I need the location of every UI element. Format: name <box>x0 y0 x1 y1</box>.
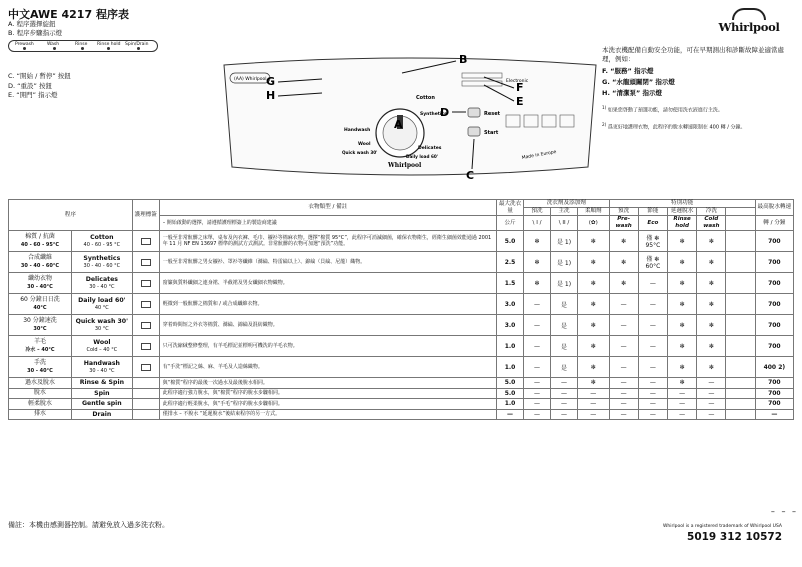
table-row <box>9 336 794 357</box>
legend-left <box>8 20 158 100</box>
eco-option: — <box>638 378 667 389</box>
callout-c: C <box>466 169 475 182</box>
max-load: 5.0 <box>497 231 524 252</box>
panel-label-cotton: Cotton <box>416 95 435 101</box>
prewash-option: — <box>609 294 638 315</box>
prewash-option: — <box>609 336 638 357</box>
cold-wash-option: ✻ <box>697 231 726 252</box>
col-blank <box>726 208 755 216</box>
care-label-icon <box>132 357 159 378</box>
clothes-description: 只可洗縮絨整修整理，有羊毛標記並標明可機洗的羊毛衣物。 <box>159 336 496 357</box>
eco-option: — <box>638 409 667 420</box>
prewash-option: — <box>609 388 638 399</box>
panel-electronic: Electronic <box>506 79 529 84</box>
mainwash-detergent: 是 <box>551 294 578 315</box>
panel-brand: Whirlpool <box>388 162 422 169</box>
program-name-en: Delicates 30 - 40 °C <box>71 273 132 294</box>
clothes-description: 此程序適行輕柔脫水，與“手毛”程序的脫水步驟相同。 <box>159 399 496 410</box>
max-spin: 700 <box>755 231 793 252</box>
care-label-icon <box>132 336 159 357</box>
legend-item-d: D. “重設” 按鈕 <box>8 81 52 90</box>
softener: — <box>578 399 610 410</box>
drawer-2-icon: \ II / <box>551 216 578 231</box>
footnote-2: $^{2)}$ 爲更好地護理衣物，此程序的脫水轉速限制在 400 轉 / 分鐘。 <box>602 122 746 131</box>
prewash-option: — <box>609 399 638 410</box>
program-name-en: Spin <box>71 388 132 399</box>
clothes-description: 此程序適行強力脫水，與“棉質”程序的脫水步驟相同。 <box>159 388 496 399</box>
eco-option: — <box>638 388 667 399</box>
cold-wash-option: ✻ <box>697 252 726 273</box>
callout-e: E <box>516 95 524 108</box>
step-label-rinse-hold: Rinse hold <box>97 42 121 48</box>
table-row <box>9 315 794 336</box>
eco-option: — <box>638 357 667 378</box>
table-row <box>9 388 794 399</box>
clothes-description: 穿着時間短之外衣等棉質、滌綸、錦綸及混紡織物。 <box>159 315 496 336</box>
clothes-description: 輕微到一般骯髒之棉質和 / 或合成纖維衣物。 <box>159 294 496 315</box>
panel-model-label: (AA) Whirlpool <box>234 77 267 82</box>
eco-option: — <box>638 399 667 410</box>
program-name-en: Cotton 40 - 60 - 95 °C <box>71 231 132 252</box>
prewash-option: — <box>609 409 638 420</box>
rinse-hold-option: — <box>667 399 696 410</box>
rinse-hold-option: — <box>667 409 696 420</box>
eco-option: — <box>638 336 667 357</box>
col-pre-en: Pre-wash <box>609 216 638 231</box>
prewash-detergent: ✻ <box>524 252 551 273</box>
rinse-hold-option: ✻ <box>667 252 696 273</box>
softener-icon: (✿) <box>578 216 610 231</box>
table-row <box>9 231 794 252</box>
panel-reset-button <box>468 108 480 117</box>
prewash-detergent: — <box>524 294 551 315</box>
col-detergent: 洗衣劑及添加劑 <box>524 200 609 208</box>
panel-start-button <box>468 127 480 136</box>
blank-cell <box>726 252 755 273</box>
max-spin: 700 <box>755 294 793 315</box>
panel-label-quick: Quick wash 30' <box>342 150 378 155</box>
prewash-detergent: — <box>524 388 551 399</box>
softener: ✻ <box>578 294 610 315</box>
callout-g: G <box>266 75 276 88</box>
cold-wash-option: — <box>697 409 726 420</box>
max-load: 1.5 <box>497 273 524 294</box>
col-clothes: 衣物類型 / 備註 <box>159 200 496 216</box>
mainwash-detergent: 是 <box>551 315 578 336</box>
max-load: 5.0 <box>497 378 524 389</box>
mainwash-detergent: 是 1) <box>551 252 578 273</box>
panel-label-synthetics: Synthetics <box>420 112 447 117</box>
col-max-load: 最大洗衣量 <box>497 200 524 216</box>
softener: ✻ <box>578 273 610 294</box>
prewash-detergent: — <box>524 357 551 378</box>
prewash-option: ✻ <box>609 231 638 252</box>
panel-label-daily: Daily load 60' <box>406 154 439 159</box>
softener: ✻ <box>578 252 610 273</box>
program-name-en: Drain <box>71 409 132 420</box>
care-label-icon <box>132 399 159 410</box>
rinse-hold-option: ✻ <box>667 336 696 357</box>
rinse-hold-option: ✻ <box>667 231 696 252</box>
col-spin-unit: 轉 / 分鐘 <box>755 216 793 231</box>
softener: ✻ <box>578 378 610 389</box>
blank-cell <box>726 336 755 357</box>
program-name-zh: 輕柔脫水 <box>9 399 72 410</box>
legend-item-g: G. “水龍頭關閉” 指示燈 <box>602 77 675 86</box>
col-eco-en: Eco <box>638 216 667 231</box>
blank-cell <box>726 231 755 252</box>
max-load: — <box>497 409 524 420</box>
col-cold: 冷洗 <box>697 208 726 216</box>
softener: ✻ <box>578 231 610 252</box>
panel-made-in: Made in Europe <box>521 149 557 161</box>
eco-option: — <box>638 294 667 315</box>
program-name-en: Gentle spin <box>71 399 132 410</box>
softener: — <box>578 409 610 420</box>
cold-wash-option: — <box>697 399 726 410</box>
cold-wash-option: — <box>697 378 726 389</box>
table-row <box>9 378 794 389</box>
trim-marks: – – – <box>770 507 798 516</box>
col-prewash-det: 預洗 <box>524 208 551 216</box>
max-spin: — <box>755 409 793 420</box>
table-row <box>9 252 794 273</box>
max-load: 1.0 <box>497 336 524 357</box>
callout-b: B <box>459 55 468 66</box>
rinse-hold-option: ✻ <box>667 357 696 378</box>
part-number: 5019 312 10572 <box>687 531 782 543</box>
col-mainwash-det: 主洗 <box>551 208 578 216</box>
cold-wash-option: ✻ <box>697 357 726 378</box>
prewash-detergent: — <box>524 409 551 420</box>
prewash-detergent: ✻ <box>524 231 551 252</box>
legend-item-c: C. “開始 / 暫停” 按鈕 <box>8 72 71 81</box>
prewash-option: ✻ <box>609 252 638 273</box>
panel-label-reset: Reset <box>484 111 500 117</box>
whirlpool-logo <box>710 8 788 34</box>
cold-wash-option: ✻ <box>697 294 726 315</box>
eco-option: — <box>638 315 667 336</box>
col-softener: 柔順劑 <box>578 208 610 216</box>
footnote-1: $^{1)}$ 如果您啓動了預選功能，請勿使用洗衣液進行主洗。 <box>602 105 723 115</box>
rinse-hold-option: — <box>667 388 696 399</box>
prewash-option: — <box>609 315 638 336</box>
program-name-en: Handwash 30 - 40 °C <box>71 357 132 378</box>
legend-right <box>602 46 794 132</box>
step-label-wash: Wash <box>47 42 60 48</box>
cold-wash-option: ✻ <box>697 315 726 336</box>
blank-cell <box>726 315 755 336</box>
blank-cell <box>726 399 755 410</box>
callout-a: A <box>394 118 403 131</box>
program-name-en: Synthetics 30 - 40 - 60 °C <box>71 252 132 273</box>
max-spin: 700 <box>755 252 793 273</box>
legend-right-intro: 本洗衣機配備自動安全功能，可在早期測出和診斷故障並適當處理，例如： <box>602 46 784 64</box>
rinse-hold-option: ✻ <box>667 273 696 294</box>
rinse-hold-option: ✻ <box>667 294 696 315</box>
max-load: 5.0 <box>497 388 524 399</box>
max-load: 1.0 <box>497 357 524 378</box>
mainwash-detergent: — <box>551 378 578 389</box>
trademark-text: Whirlpool is a registered trademark of Whirlpool USA <box>662 524 782 529</box>
program-name-zh: 手洗 30 - 40°C <box>9 357 72 378</box>
cold-wash-option: ✻ <box>697 273 726 294</box>
max-spin: 700 <box>755 378 793 389</box>
program-name-en: Rinse & Spin <box>71 378 132 389</box>
rinse-hold-option: ✻ <box>667 378 696 389</box>
legend-item-e: E. “開門” 指示燈 <box>8 90 58 99</box>
care-label-icon <box>132 388 159 399</box>
cold-wash-option: ✻ <box>697 336 726 357</box>
blank-cell <box>726 378 755 389</box>
col-program: 程序 <box>9 200 133 231</box>
blank-cell <box>726 273 755 294</box>
care-label-icon <box>132 252 159 273</box>
drawer-1-icon: \ I / <box>524 216 551 231</box>
page-title: 中文AWE 4217 程序表 <box>8 8 129 21</box>
step-label-prewash: Prewash <box>15 42 34 48</box>
mainwash-detergent: 是 1) <box>551 231 578 252</box>
col-pre: 預洗 <box>609 208 638 216</box>
panel-label-handwash: Handwash <box>344 128 371 133</box>
program-name-zh: 纖幼衣物 30 - 40°C <box>9 273 72 294</box>
care-label-icon <box>132 294 159 315</box>
program-name-zh: 30 分鐘速洗 30°C <box>9 315 72 336</box>
care-label-icon <box>132 273 159 294</box>
program-name-en: Wool Cold – 40 °C <box>71 336 132 357</box>
max-spin: 700 <box>755 315 793 336</box>
panel-label-start: Start <box>484 130 499 136</box>
max-spin: 400 2) <box>755 357 793 378</box>
eco-option: 僅 ✻ 95°C <box>638 231 667 252</box>
blank-cell <box>726 409 755 420</box>
max-spin: 700 <box>755 273 793 294</box>
clothes-description: 一般至非常骯髒之男女襯衫、罩衫等纖維（滌綸、特雷綸以上）、錦綸（貝綸、尼龍）織物。 <box>159 252 496 273</box>
prewash-option: — <box>609 378 638 389</box>
mainwash-detergent: — <box>551 388 578 399</box>
mainwash-detergent: 是 1) <box>551 273 578 294</box>
panel-label-wool: Wool <box>358 142 371 147</box>
col-cold-en: Cold wash <box>697 216 726 231</box>
col-clothes-sub: – 開始啟動的選擇，請遵循護理標簽上的製造商建議 <box>159 216 496 231</box>
program-name-zh: 脫水 <box>9 388 72 399</box>
rinse-hold-option: ✻ <box>667 315 696 336</box>
eco-option: 僅 ✻ 60°C <box>638 252 667 273</box>
mainwash-detergent: — <box>551 399 578 410</box>
softener: ✻ <box>578 336 610 357</box>
prewash-option: — <box>609 357 638 378</box>
control-panel-drawing <box>222 55 598 185</box>
prewash-detergent: — <box>524 336 551 357</box>
mainwash-detergent: 是 <box>551 336 578 357</box>
max-load: 3.0 <box>497 315 524 336</box>
mainwash-detergent: — <box>551 409 578 420</box>
max-load: 3.0 <box>497 294 524 315</box>
prewash-detergent: — <box>524 399 551 410</box>
eco-option: — <box>638 273 667 294</box>
prewash-detergent: — <box>524 378 551 389</box>
clothes-description: 僅排水 – 不脫水 “延遲脫水”後結束程序的另一方式。 <box>159 409 496 420</box>
program-name-en: Daily load 60' 40 °C <box>71 294 132 315</box>
softener: — <box>578 388 610 399</box>
clothes-description: 與“棉質”程序的最後一次過水及最後脫水相同。 <box>159 378 496 389</box>
program-name-zh: 羊毛 冷水 – 40°C <box>9 336 72 357</box>
step-label-spin: Spin/Drain <box>125 42 149 48</box>
program-table <box>8 199 794 420</box>
legend-item-b: B. 程序步驟指示燈 <box>8 29 63 38</box>
blank-cell <box>726 357 755 378</box>
program-name-zh: 60 分鐘日日洗 40°C <box>9 294 72 315</box>
prewash-option: ✻ <box>609 273 638 294</box>
max-spin: 700 <box>755 388 793 399</box>
step-indicator-bar <box>8 40 158 52</box>
mainwash-detergent: 是 <box>551 357 578 378</box>
legend-item-a: A. 程序選擇旋鈕 <box>8 20 56 28</box>
panel-label-delicates: Delicates <box>418 146 442 151</box>
program-name-zh: 合成纖維 30 - 40 - 60°C <box>9 252 72 273</box>
clothes-description: 有“手洗”標記之絲、麻、羊毛及人造絲織物。 <box>159 357 496 378</box>
col-special: 特別功能 <box>609 200 755 208</box>
table-row <box>9 294 794 315</box>
table-row <box>9 409 794 420</box>
blank-cell <box>726 294 755 315</box>
care-label-icon <box>132 315 159 336</box>
callout-d: D <box>440 106 450 119</box>
logo-arc-icon <box>732 8 766 20</box>
max-load: 2.5 <box>497 252 524 273</box>
cold-wash-option: — <box>697 388 726 399</box>
col-care-label: 護理標簽 <box>132 200 159 231</box>
col-rinsehold-en: Rinse hold <box>667 216 696 231</box>
care-label-icon <box>132 409 159 420</box>
program-name-zh: 排水 <box>9 409 72 420</box>
col-spin: 最高脫水轉速 <box>755 200 793 216</box>
max-spin: 700 <box>755 399 793 410</box>
legend-item-h: H. “清潔泵” 指示燈 <box>602 89 662 98</box>
footer-note: 備註：本機由感測器控制。請避免放入過多洗衣粉。 <box>8 521 169 529</box>
program-name-zh: 過水及脫水 <box>9 378 72 389</box>
program-name-en: Quick wash 30' 30 °C <box>71 315 132 336</box>
col-eco: 節能 <box>638 208 667 216</box>
brand-name: Whirlpool <box>718 20 780 34</box>
callout-f: F <box>516 81 524 94</box>
softener: ✻ <box>578 315 610 336</box>
clothes-description: 窗簾與質料纖細之連身裙、半截裙及男女纖細衣物織物。 <box>159 273 496 294</box>
max-spin: 700 <box>755 336 793 357</box>
table-row <box>9 273 794 294</box>
col-rinsehold: 延遲脫水 <box>667 208 696 216</box>
care-label-icon <box>132 378 159 389</box>
callout-h: H <box>266 89 276 102</box>
step-label-rinse: Rinse <box>75 42 88 48</box>
table-row <box>9 399 794 410</box>
softener: ✻ <box>578 357 610 378</box>
prewash-detergent: — <box>524 315 551 336</box>
max-load: 1.0 <box>497 399 524 410</box>
clothes-description: 一般至非常骯髒之床單，桌布及內衣褲、毛巾、襯衫等棉麻衣物。選擇“棉質 95°C”，此程序可消滅細菌，確保衣物衛生，經衛生細菌效能通過 2001 年 11 月 NF EN 13697 標準的測試方式測試。非常骯髒的衣物可加選“預洗”功能。 <box>159 231 496 252</box>
blank-cell <box>726 388 755 399</box>
program-name-zh: 棉質 / 抗菌 40 - 60 - 95°C <box>9 231 72 252</box>
col-max-unit: 公斤 <box>497 216 524 231</box>
prewash-detergent: ✻ <box>524 273 551 294</box>
table-row <box>9 357 794 378</box>
care-label-icon <box>132 231 159 252</box>
legend-item-f: F. “服務” 指示燈 <box>602 66 654 75</box>
